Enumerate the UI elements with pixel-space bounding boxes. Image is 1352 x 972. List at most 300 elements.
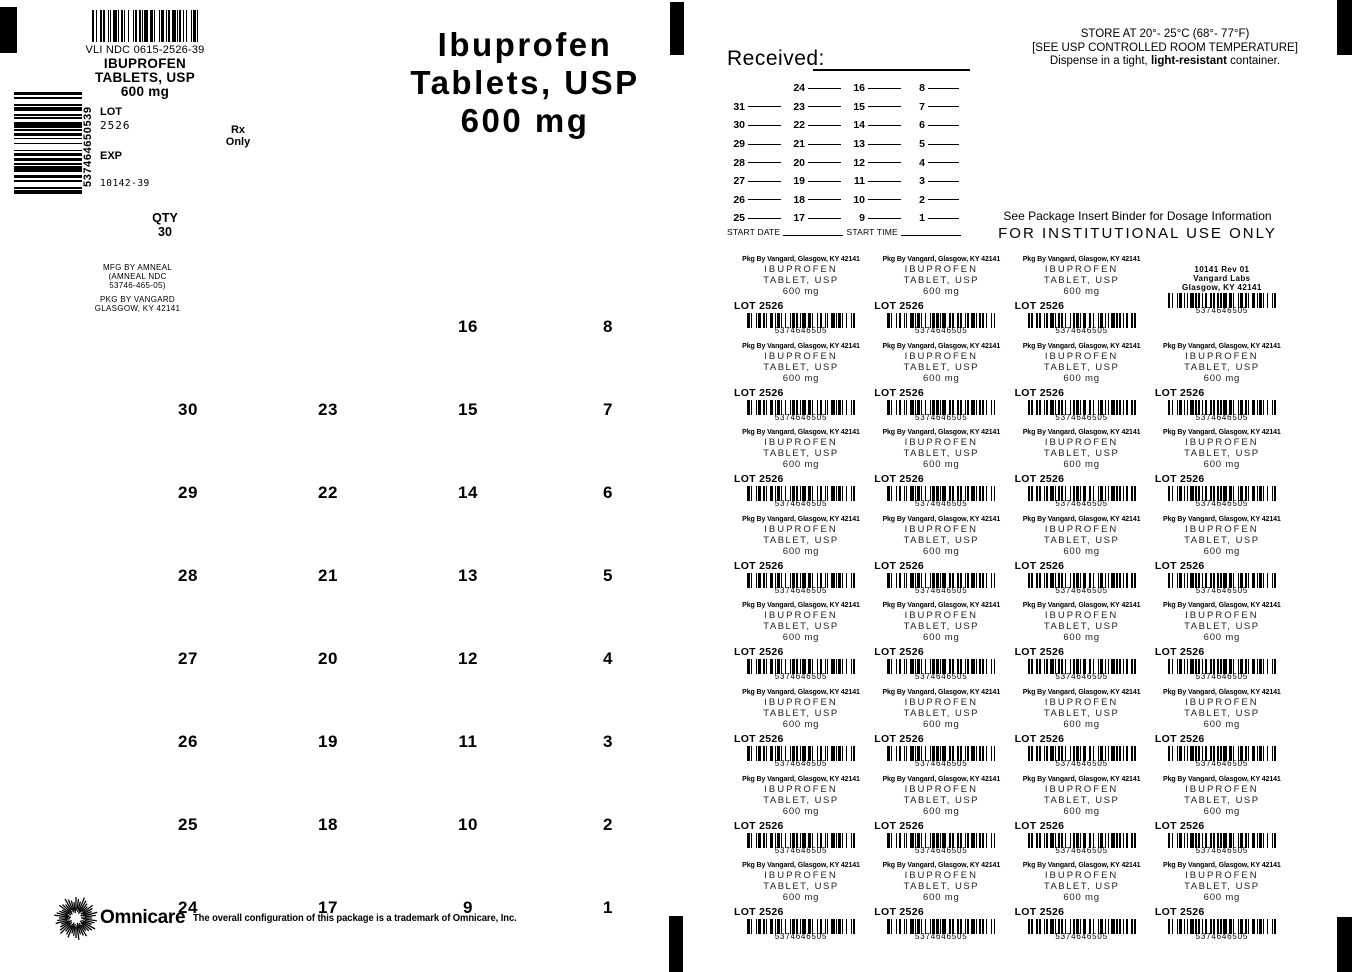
footer — [53, 895, 553, 941]
lot-line: LOT 2526 — [1014, 559, 1065, 572]
lot-line: LOT 2526 — [874, 819, 924, 832]
rx-line: Rx — [230, 124, 246, 136]
drug-strength-line: 600 mg — [782, 459, 820, 471]
schedule-cell — [845, 79, 905, 98]
packager-line: Pkg By Vangard, Glasgow, KY 42141 — [1022, 775, 1141, 783]
barcode-number: 5374646505 — [1055, 412, 1108, 422]
barcode-bar — [853, 919, 855, 934]
drug-strength-line: 600 mg — [782, 632, 820, 644]
day-number: 13 — [853, 138, 865, 151]
day-number: 26 — [733, 193, 745, 206]
start-date-label: START DATE — [727, 227, 781, 237]
schedule-cell — [845, 209, 905, 228]
insert-note: See Package Insert Binder for Dosage Information — [1003, 209, 1272, 223]
barcode-bar — [1274, 573, 1276, 588]
drug-name-line: IBUPROFEN — [1185, 783, 1259, 795]
day-number: 17 — [793, 212, 805, 225]
day-number: 28 — [733, 156, 745, 169]
lot-line: LOT 2526 — [1014, 473, 1065, 486]
day-number: 12 — [853, 156, 865, 169]
packager-line: Pkg By Vangard, Glasgow, KY 42141 — [1163, 862, 1281, 870]
barcode-bar — [1274, 746, 1276, 761]
schedule-cell — [905, 172, 963, 191]
unit-label — [1155, 776, 1289, 863]
registration-mark-top-center — [670, 2, 684, 55]
barcode-number: 5374646505 — [1195, 758, 1249, 768]
unit-label — [874, 776, 1008, 863]
packager-line: Pkg By Vangard, Glasgow, KY 42141 — [1163, 775, 1281, 783]
barcode-bar — [853, 486, 855, 501]
unit-label — [734, 689, 868, 776]
day-number: 23 — [318, 399, 338, 419]
day-number: 10 — [458, 814, 478, 834]
lot-line: LOT 2526 — [734, 300, 784, 312]
barcode-number: 5374646505 — [915, 672, 968, 682]
drug-name-line: TABLET, USP — [1184, 707, 1260, 719]
packager-line: Pkg By Vangard, Glasgow, KY 42141 — [742, 862, 860, 870]
drug-name-line: TABLET, USP — [1184, 621, 1260, 633]
schedule-cell — [725, 135, 785, 154]
schedule-cell — [725, 153, 785, 172]
dose-fill-line — [808, 106, 841, 107]
storage-line-1: STORE AT 20°- 25°C (68°- 77°F) — [1080, 28, 1250, 40]
lot-line: LOT 2526 — [734, 732, 784, 745]
lot-line: LOT 2526 — [734, 906, 784, 919]
drug-name-line: TABLET, USP — [903, 707, 980, 719]
day-number: 4 — [603, 648, 613, 668]
drug-name-line: TABLET, USP — [1184, 448, 1260, 460]
dose-fill-line — [868, 218, 901, 219]
lot-line: LOT 2526 — [1154, 473, 1205, 486]
unit-label — [1155, 862, 1289, 949]
day-number: 9 — [463, 897, 473, 917]
unit-label — [1155, 602, 1289, 689]
product-title-line: Ibuprofen — [437, 26, 613, 63]
received-label: Received: — [727, 47, 825, 70]
barcode-number: 5374646505 — [774, 585, 828, 595]
drug-name-line: IBUPROFEN — [1185, 350, 1259, 362]
drug-name-line: IBUPROFEN — [1185, 437, 1259, 449]
barcode-bar — [994, 659, 996, 674]
mfg-line: 53746-465-05) — [109, 281, 166, 290]
drug-name-line: IBUPROFEN — [904, 696, 979, 708]
drug-name-line: IBUPROFEN — [1044, 264, 1119, 275]
schedule-cell — [905, 116, 963, 135]
drug-name-line: IBUPROFEN — [1044, 437, 1119, 449]
unit-label — [734, 776, 868, 863]
packager-line: Pkg By Vangard, Glasgow, KY 42141 — [882, 515, 1001, 523]
drug-name-line: TABLET, USP — [1043, 794, 1120, 806]
start-time-label: START TIME — [846, 227, 898, 237]
barcode-bar — [1134, 919, 1136, 934]
schedule-cell — [845, 98, 905, 117]
barcode-number: 5374646505 — [1055, 499, 1108, 509]
day-number: 16 — [458, 316, 478, 336]
day-number: 18 — [793, 193, 805, 206]
drug-name-line: TABLET, USP — [1043, 275, 1120, 286]
barcode-number: 5374646505 — [774, 932, 828, 942]
storage-line-3: Dispense in a tight, light-resistant container. — [1049, 55, 1281, 67]
schedule-cell — [725, 191, 785, 210]
lot-line: LOT 2526 — [874, 906, 924, 919]
day-number: 23 — [793, 100, 805, 113]
day-number: 1 — [919, 212, 925, 225]
label-line: 10141 Rev 01 — [1194, 265, 1250, 274]
barcode-number: 5374646505 — [1055, 326, 1108, 335]
day-number: 29 — [178, 482, 198, 502]
lot-line: LOT 2526 — [734, 646, 784, 659]
day-number: 29 — [733, 138, 745, 151]
schedule-row — [725, 135, 965, 154]
rx-only-text — [218, 124, 258, 148]
schedule-cell — [905, 209, 963, 228]
schedule-cell — [725, 209, 785, 228]
drug-name-line: IBUPROFEN — [904, 437, 979, 449]
drug-strength-line: 600 mg — [782, 805, 820, 817]
product-title-line: 600 mg — [460, 102, 590, 139]
drug-name-line: IBUPROFEN — [1185, 696, 1259, 708]
schedule-row — [725, 153, 965, 172]
barcode-bar — [1274, 486, 1276, 501]
drug-strength-line: 600 mg — [782, 372, 820, 384]
unit-label — [1155, 343, 1289, 430]
day-number: 15 — [458, 399, 478, 419]
barcode-bar — [994, 919, 996, 934]
drug-name-line: TABLET, USP — [1043, 361, 1120, 373]
schedule-cell — [905, 79, 963, 98]
packager-line: Pkg By Vangard, Glasgow, KY 42141 — [882, 429, 1001, 437]
schedule-cell — [905, 153, 963, 172]
drug-name-line: TABLET, USP — [1043, 881, 1120, 893]
barcode-bar — [853, 573, 855, 588]
lot-line: LOT 2526 — [1154, 646, 1205, 659]
institutional-note: FOR INSTITUTIONAL USE ONLY — [998, 225, 1277, 242]
day-number: 8 — [603, 316, 613, 336]
lot-line: LOT 2526 — [734, 559, 784, 572]
unit-label — [1015, 602, 1149, 689]
dose-fill-line — [748, 181, 781, 182]
day-number: 7 — [919, 100, 925, 113]
lot-line: LOT 2526 — [1014, 906, 1065, 919]
unit-label — [734, 602, 868, 689]
schedule-cell — [785, 209, 845, 228]
schedule-cell-empty — [725, 79, 785, 98]
unit-label — [1015, 256, 1149, 343]
barcode-number: 5374646505 — [774, 412, 828, 422]
packager-line: Pkg By Vangard, Glasgow, KY 42141 — [1163, 429, 1281, 437]
barcode-bar — [1134, 313, 1136, 328]
schedule-cell — [905, 191, 963, 210]
drug-name-line: IBUPROFEN — [764, 783, 838, 795]
barcode-number: 5374646505 — [1195, 499, 1249, 509]
dose-fill-line — [868, 181, 901, 182]
ndc-number-text: VLI NDC 0615-2526-39 — [85, 44, 205, 56]
side-barcode — [14, 92, 82, 196]
day-number: 21 — [318, 565, 338, 585]
start-time-fill-line — [901, 235, 961, 236]
barcode-number: 5374646505 — [774, 758, 828, 768]
drug-name-line: TABLET, USP — [763, 361, 839, 373]
unit-label-special — [1155, 256, 1289, 343]
start-date-fill-line — [783, 235, 843, 236]
drug-strength-line: 600 mg — [1063, 805, 1100, 817]
lot-line: LOT 2526 — [874, 300, 924, 312]
lot-value: 2526 — [100, 119, 131, 132]
drug-strength-line: 600 mg — [923, 632, 960, 644]
schedule-cell — [785, 191, 845, 210]
drug-strength-line: 600 mg — [1063, 459, 1100, 471]
barcode-number: 5374646505 — [1195, 306, 1249, 315]
barcode-number: 5374646505 — [1195, 672, 1249, 682]
drug-name-line: TABLET, USP — [903, 621, 980, 633]
dose-fill-line — [748, 199, 781, 200]
drug-strength-line: 600 mg — [923, 805, 960, 817]
schedule-cell — [785, 153, 845, 172]
barcode-bar — [994, 486, 996, 501]
packager-line: Pkg By Vangard, Glasgow, KY 42141 — [1022, 342, 1141, 350]
unit-label — [734, 862, 868, 949]
dose-fill-line — [928, 181, 959, 182]
lot-line: LOT 2526 — [874, 559, 924, 572]
day-number: 3 — [919, 175, 925, 188]
lot-line: LOT 2526 — [734, 473, 784, 486]
schedule-cell — [845, 191, 905, 210]
qty-block — [130, 212, 200, 239]
unit-label — [1015, 343, 1149, 430]
unit-label — [1155, 429, 1289, 516]
day-number: 6 — [919, 119, 925, 132]
barcode-bar — [994, 313, 996, 328]
drug-name-line: TABLET, USP — [903, 794, 980, 806]
drug-strength-line: 600 mg — [1063, 372, 1100, 384]
drug-strength-line: 600 mg — [923, 718, 960, 730]
unit-label — [874, 429, 1008, 516]
barcode-number: 5374646505 — [915, 585, 968, 595]
exp-label: EXP — [100, 150, 123, 162]
unit-label — [874, 256, 1008, 343]
dose-fill-line — [928, 125, 959, 126]
schedule-row — [725, 79, 965, 98]
dose-fill-line — [808, 181, 841, 182]
dose-fill-line — [808, 162, 841, 163]
drug-name-line: IBUPROFEN — [1044, 523, 1119, 535]
day-number: 26 — [178, 731, 198, 751]
drug-strength-line: 600 mg — [923, 286, 960, 297]
dose-schedule-grid — [725, 79, 965, 228]
barcode-bar — [1134, 400, 1136, 415]
drug-strength-line: 600 mg — [1203, 892, 1241, 904]
packager-line: Pkg By Vangard, Glasgow, KY 42141 — [742, 256, 860, 263]
unit-label — [1015, 429, 1149, 516]
schedule-cell — [905, 98, 963, 117]
day-number: 22 — [793, 119, 805, 132]
lot-line: LOT 2526 — [1014, 300, 1065, 312]
packager-line: Pkg By Vangard, Glasgow, KY 42141 — [1163, 342, 1281, 350]
dose-fill-line — [748, 144, 781, 145]
barcode-bar — [1134, 486, 1136, 501]
dose-fill-line — [868, 106, 901, 107]
drug-strength-line: 600 mg — [1203, 718, 1241, 730]
schedule-cell — [785, 116, 845, 135]
drug-strength-line: 600 mg — [923, 372, 960, 384]
mfg-line: (AMNEAL NDC — [108, 272, 167, 281]
drug-strength-line: 600 mg — [782, 545, 820, 557]
barcode-bar — [994, 400, 996, 415]
start-row — [727, 227, 964, 237]
barcode-bar — [853, 400, 855, 415]
barcode-bar — [853, 833, 855, 848]
schedule-row — [725, 116, 965, 135]
day-number: 25 — [178, 814, 198, 834]
barcode-bar — [994, 833, 996, 848]
dose-fill-line — [928, 218, 959, 219]
dose-fill-line — [928, 88, 959, 89]
barcode-number: 5374646505 — [915, 326, 968, 335]
product-title-line: Tablets, USP — [410, 64, 640, 101]
lot-line: LOT 2526 — [1154, 819, 1205, 832]
packager-line: Pkg By Vangard, Glasgow, KY 42141 — [742, 688, 860, 696]
packager-line: Pkg By Vangard, Glasgow, KY 42141 — [1163, 688, 1281, 696]
label-line: Glasgow, KY 42141 — [1182, 283, 1262, 292]
drug-name-line: TABLET, USP — [1043, 707, 1120, 719]
drug-name-line: IBUPROFEN — [764, 696, 838, 708]
drug-strength-line: 600 mg — [782, 718, 820, 730]
barcode-bar — [1134, 659, 1136, 674]
qty-label: QTY — [152, 211, 178, 225]
day-number: 20 — [318, 648, 338, 668]
barcode-number: 5374646505 — [915, 758, 968, 768]
drug-name-line: IBUPROFEN — [904, 523, 979, 535]
drug-name-line: IBUPROFEN — [904, 264, 979, 275]
packager-line: Pkg By Vangard, Glasgow, KY 42141 — [742, 775, 860, 783]
day-number: 19 — [793, 175, 805, 188]
lot-line: LOT 2526 — [1154, 906, 1205, 919]
drug-name-line: IBUPROFEN — [764, 350, 838, 362]
drug-name-line: IBUPROFEN — [1185, 523, 1259, 535]
day-number: 4 — [919, 156, 925, 169]
dose-fill-line — [868, 88, 901, 89]
drug-name-line: TABLET, USP — [903, 361, 980, 373]
barcode-bar — [853, 659, 855, 674]
drug-strength-line: 600 mg — [1203, 632, 1241, 644]
schedule-cell — [785, 79, 845, 98]
drug-name-line: TABLET, USP — [763, 621, 839, 633]
drug-name-line: IBUPROFEN — [1044, 783, 1119, 795]
day-number: 28 — [178, 565, 198, 585]
day-number: 27 — [733, 175, 745, 188]
schedule-cell — [845, 116, 905, 135]
day-number: 20 — [793, 156, 805, 169]
drug-name-line: IBUPROFEN — [904, 350, 979, 362]
day-number: 24 — [793, 82, 805, 95]
dose-fill-line — [808, 218, 841, 219]
dose-fill-line — [928, 199, 959, 200]
barcode-bar — [994, 746, 996, 761]
packager-line: Pkg By Vangard, Glasgow, KY 42141 — [742, 515, 860, 523]
drug-strength-line: 600 mg — [1063, 718, 1100, 730]
day-number: 16 — [853, 82, 865, 95]
schedule-cell — [725, 98, 785, 117]
lot-line: LOT 2526 — [1014, 646, 1065, 659]
drug-name-line: IBUPROFEN — [764, 437, 838, 449]
drug-name-line: IBUPROFEN — [1185, 610, 1259, 622]
barcode-bar — [1134, 573, 1136, 588]
drug-name-line: TABLET, USP — [903, 881, 980, 893]
lot-line: LOT 2526 — [1014, 819, 1065, 832]
day-number: 12 — [458, 648, 478, 668]
drug-name-line: TABLET, USP — [763, 275, 839, 286]
dose-fill-line — [808, 88, 841, 89]
pkg-line: GLASGOW, KY 42141 — [94, 304, 181, 313]
barcode-bar — [1274, 833, 1276, 848]
day-number: 5 — [603, 565, 613, 585]
packager-line: Pkg By Vangard, Glasgow, KY 42141 — [1163, 602, 1281, 610]
day-number: 31 — [733, 100, 745, 113]
day-number: 8 — [919, 82, 925, 95]
day-number: 14 — [458, 482, 478, 502]
packager-line: Pkg By Vangard, Glasgow, KY 42141 — [1022, 688, 1141, 696]
schedule-cell — [725, 116, 785, 135]
day-number: 3 — [603, 731, 613, 751]
barcode-number: 5374646505 — [1195, 845, 1249, 855]
day-number: 1 — [603, 897, 613, 917]
storage-line-2: [SEE USP CONTROLLED ROOM TEMPERATURE] — [1032, 41, 1298, 54]
unit-label — [734, 516, 868, 603]
unit-label-grid — [734, 256, 1295, 949]
day-number: 11 — [458, 731, 478, 751]
unit-label — [874, 689, 1008, 776]
front-drug-title-line: TABLETS, USP — [94, 70, 196, 85]
schedule-cell — [785, 172, 845, 191]
drug-name-line: IBUPROFEN — [764, 523, 838, 535]
schedule-cell — [845, 153, 905, 172]
drug-name-line: IBUPROFEN — [904, 610, 979, 622]
dose-fill-line — [868, 162, 901, 163]
unit-label — [734, 256, 868, 343]
code-number: 10142-39 — [100, 178, 150, 189]
barcode-number: 5374646505 — [1195, 412, 1249, 422]
pkg-line: PKG BY VANGARD — [99, 295, 176, 304]
packager-line: Pkg By Vangard, Glasgow, KY 42141 — [882, 342, 1001, 350]
barcode-number: 5374646505 — [774, 845, 828, 855]
dose-fill-line — [928, 106, 959, 107]
barcode-bar — [1274, 400, 1276, 415]
lot-line: LOT 2526 — [1014, 386, 1065, 399]
day-number: 14 — [853, 119, 865, 132]
lot-line: LOT 2526 — [874, 732, 924, 745]
barcode-number: 5374646505 — [1055, 585, 1108, 595]
packager-line: Pkg By Vangard, Glasgow, KY 42141 — [1163, 515, 1281, 523]
lot-line: LOT 2526 — [1154, 559, 1205, 572]
packager-line: Pkg By Vangard, Glasgow, KY 42141 — [1022, 602, 1141, 610]
barcode-number: 5374646505 — [774, 499, 828, 509]
barcode-number: 5374646505 — [915, 499, 968, 509]
schedule-cell — [905, 135, 963, 154]
side-barcode-number: 537464650539 — [82, 106, 94, 188]
lot-line: LOT 2526 — [734, 386, 784, 399]
omnicare-logo-icon — [53, 895, 99, 941]
barcode-bar — [1134, 833, 1136, 848]
barcode-bar — [1274, 919, 1276, 934]
drug-name-line: TABLET, USP — [1043, 534, 1120, 546]
barcode-number: 5374646505 — [1055, 845, 1108, 855]
day-cell-empty — [258, 285, 398, 368]
dose-fill-line — [748, 125, 781, 126]
drug-name-line: TABLET, USP — [1184, 361, 1260, 373]
drug-name-line: TABLET, USP — [903, 448, 980, 460]
barcode-bar — [1274, 659, 1276, 674]
barcode-bar — [853, 746, 855, 761]
